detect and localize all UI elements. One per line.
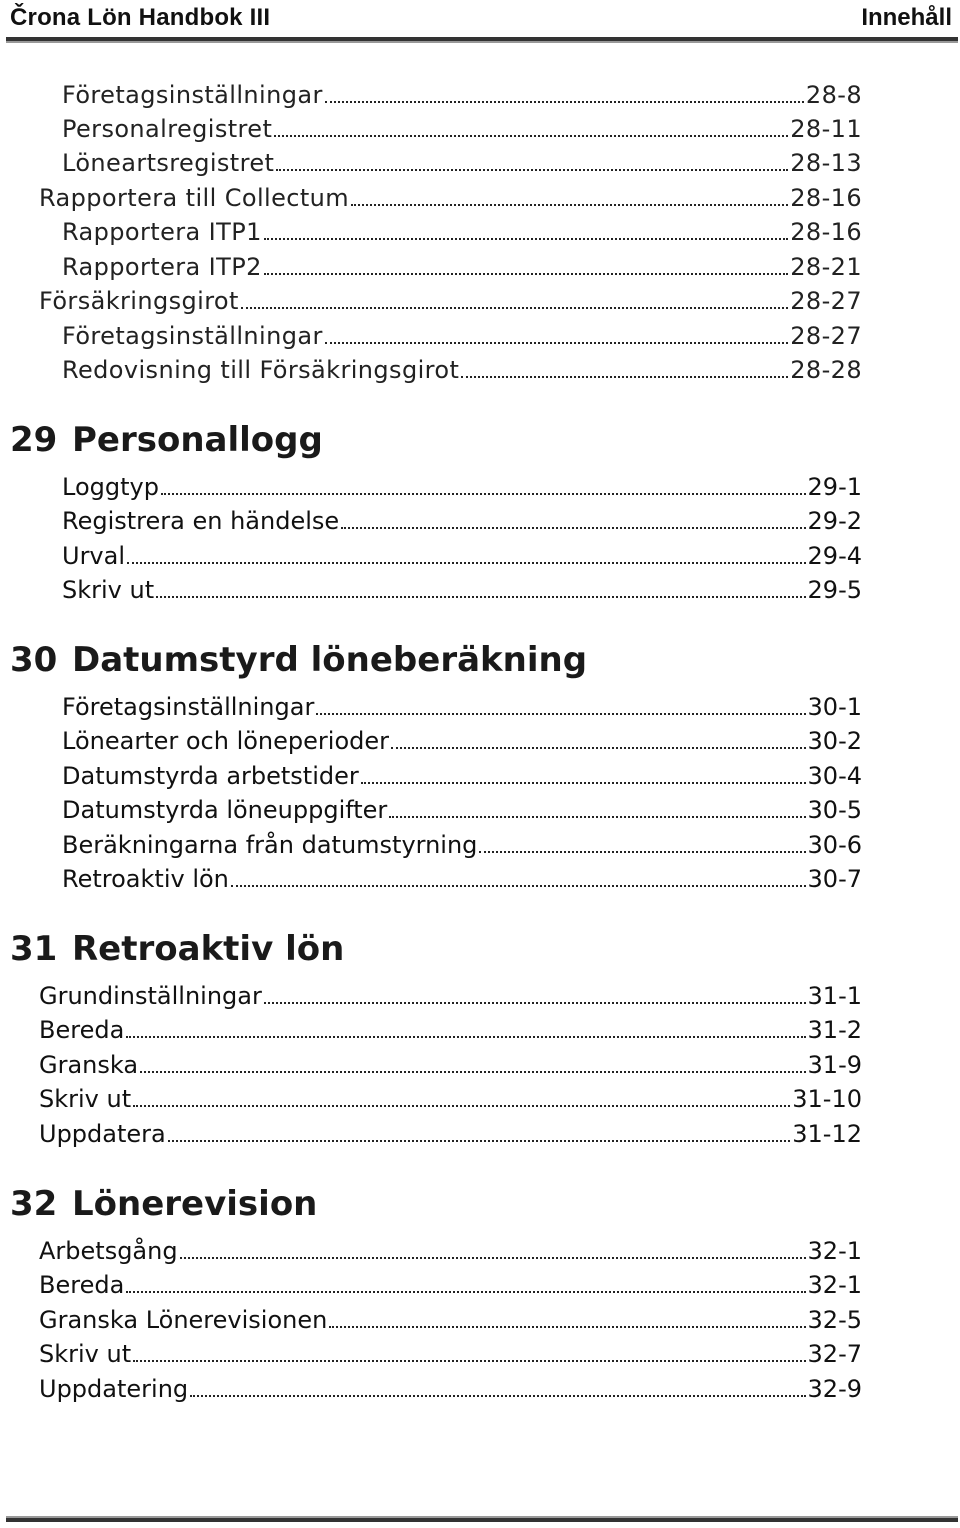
dot-leader	[479, 851, 805, 853]
dot-leader	[341, 527, 805, 529]
toc-entry-label: Uppdatering	[39, 1375, 189, 1403]
toc-entry[interactable]	[62, 470, 862, 504]
dot-leader	[126, 1291, 805, 1293]
chapter-heading[interactable]	[10, 1181, 317, 1227]
toc-entry-label: Datumstyrda arbetstider	[62, 762, 359, 790]
toc-entry-page: 29-1	[807, 473, 862, 501]
toc-entry[interactable]	[39, 1048, 862, 1082]
dot-leader	[133, 1360, 805, 1362]
header-divider	[6, 37, 958, 43]
toc-entry-page: 30-6	[807, 831, 862, 859]
toc-entry-label: Arbetsgång	[39, 1237, 178, 1265]
toc-entry-label: Försäkringsgirot	[39, 287, 239, 315]
toc-entry-label: Företagsinställningar	[62, 322, 323, 350]
toc-entry[interactable]	[39, 1372, 862, 1406]
dot-leader	[127, 562, 806, 564]
toc-entry-page: 31-10	[792, 1085, 862, 1113]
toc-entry[interactable]	[39, 284, 862, 318]
toc-entry-page: 30-5	[807, 796, 862, 824]
toc-entry[interactable]	[39, 979, 862, 1013]
toc-entry-page: 29-5	[807, 576, 862, 604]
toc-entry-label: Urval	[62, 542, 126, 570]
chapter-title: Lönerevision	[72, 1184, 318, 1224]
toc-entry-page: 31-2	[807, 1016, 862, 1044]
dot-leader	[231, 885, 806, 887]
toc-entry-label: Loggtyp	[62, 473, 159, 501]
toc-entry[interactable]	[62, 504, 862, 538]
toc-entry-page: 32-7	[807, 1340, 862, 1368]
toc-entry-label: Löneartsregistret	[62, 149, 275, 177]
toc-entry-page: 32-1	[807, 1237, 862, 1265]
toc-entry[interactable]	[62, 759, 862, 793]
toc-entry-page: 28-16	[790, 184, 862, 212]
toc-entry-label: Företagsinställningar	[62, 81, 323, 109]
toc-entry[interactable]	[62, 78, 862, 112]
toc-entry-label: Granska Lönerevisionen	[39, 1306, 328, 1334]
toc-entry-label: Datumstyrda löneuppgifter	[62, 796, 388, 824]
dot-leader	[264, 1002, 806, 1004]
toc-entry[interactable]	[62, 146, 862, 180]
toc-entry-page: 32-1	[807, 1271, 862, 1299]
toc-entry-page: 29-2	[807, 507, 862, 535]
dot-leader	[241, 307, 788, 309]
toc-entry-page: 31-12	[792, 1120, 862, 1148]
dot-leader	[126, 1036, 805, 1038]
dot-leader	[329, 1326, 805, 1328]
toc-entry[interactable]	[39, 1234, 862, 1268]
dot-leader	[274, 135, 788, 137]
toc-entry-page: 28-27	[790, 287, 862, 315]
toc-entry-label: Redovisning till Försäkringsgirot	[62, 356, 460, 384]
chapter-heading[interactable]	[10, 926, 344, 972]
dot-leader	[351, 204, 788, 206]
toc-entry[interactable]	[62, 215, 862, 249]
toc-entry-page: 28-13	[790, 149, 862, 177]
toc-entry-label: Lönearter och löneperioder	[62, 727, 389, 755]
toc-entry-page: 30-2	[807, 727, 862, 755]
toc-entry-page: 32-5	[807, 1306, 862, 1334]
toc-entry-label: Skriv ut	[39, 1085, 132, 1113]
chapter-number: 29	[10, 420, 58, 460]
toc-entry-page: 28-11	[790, 115, 862, 143]
dot-leader	[391, 747, 806, 749]
toc-entry[interactable]	[62, 828, 862, 862]
toc-entry[interactable]	[39, 181, 862, 215]
toc-entry[interactable]	[39, 1117, 862, 1151]
dot-leader	[168, 1140, 791, 1142]
toc-entry-label: Skriv ut	[62, 576, 155, 604]
chapter-title: Datumstyrd löneberäkning	[72, 640, 588, 680]
toc-entry-label: Personalregistret	[62, 115, 273, 143]
section-title: Innehåll	[861, 4, 952, 31]
toc-entry-label: Rapportera ITP2	[62, 253, 262, 281]
toc-entry[interactable]	[39, 1268, 862, 1302]
toc-entry-page: 30-1	[807, 693, 862, 721]
toc-entry[interactable]	[62, 724, 862, 758]
toc-entry-page: 28-27	[790, 322, 862, 350]
toc-entry[interactable]	[39, 1082, 862, 1116]
toc-entry-label: Grundinställningar	[39, 982, 262, 1010]
dot-leader	[389, 816, 805, 818]
toc-entry[interactable]	[62, 573, 862, 607]
toc-entry[interactable]	[62, 319, 862, 353]
toc-entry[interactable]	[39, 1303, 862, 1337]
toc-entry-page: 31-1	[807, 982, 862, 1010]
page-header	[0, 0, 960, 44]
chapter-number: 31	[10, 929, 58, 969]
toc-entry-page: 28-8	[805, 81, 862, 109]
toc-entry-page: 28-28	[790, 356, 862, 384]
toc-entry[interactable]	[62, 862, 862, 896]
toc-entry-label: Beräkningarna från datumstyrning	[62, 831, 478, 859]
toc-entry-label: Bereda	[39, 1016, 125, 1044]
toc-entry[interactable]	[39, 1337, 862, 1371]
dot-leader	[133, 1105, 790, 1107]
dot-leader	[264, 238, 789, 240]
toc-entry-page: 32-9	[807, 1375, 862, 1403]
document-title: Črona Lön Handbok III	[10, 4, 271, 31]
toc-entry-label: Rapportera ITP1	[62, 218, 262, 246]
dot-leader	[180, 1257, 806, 1259]
toc-entry-label: Bereda	[39, 1271, 125, 1299]
dot-leader	[325, 342, 789, 344]
toc-entry-label: Skriv ut	[39, 1340, 132, 1368]
toc-entry-label: Uppdatera	[39, 1120, 166, 1148]
chapter-title: Retroaktiv lön	[72, 929, 345, 969]
chapter-number: 32	[10, 1184, 58, 1224]
dot-leader	[316, 713, 805, 715]
toc-entry-page: 30-7	[807, 865, 862, 893]
toc-entry[interactable]	[62, 353, 862, 387]
dot-leader	[325, 101, 804, 103]
dot-leader	[156, 596, 805, 598]
toc-entry[interactable]	[62, 539, 862, 573]
chapter-title: Personallogg	[72, 420, 323, 460]
toc-entry[interactable]	[62, 690, 862, 724]
toc-entry[interactable]	[62, 112, 862, 146]
dot-leader	[461, 376, 788, 378]
dot-leader	[140, 1071, 805, 1073]
toc-entry-page: 30-4	[807, 762, 862, 790]
chapter-heading[interactable]	[10, 637, 587, 683]
dot-leader	[276, 169, 788, 171]
dot-leader	[264, 273, 789, 275]
toc-entry-label: Granska	[39, 1051, 139, 1079]
toc-entry-label: Registrera en händelse	[62, 507, 340, 535]
footer-divider	[6, 1516, 958, 1522]
toc-entry-page: 29-4	[807, 542, 862, 570]
chapter-heading[interactable]	[10, 417, 323, 463]
toc-entry-page: 31-9	[807, 1051, 862, 1079]
chapter-number: 30	[10, 640, 58, 680]
toc-entry-page: 28-16	[790, 218, 862, 246]
toc-entry[interactable]	[62, 793, 862, 827]
dot-leader	[161, 493, 806, 495]
dot-leader	[190, 1395, 805, 1397]
toc-entry-label: Retroaktiv lön	[62, 865, 229, 893]
toc-entry-label: Rapportera till Collectum	[39, 184, 350, 212]
toc-entry[interactable]	[62, 250, 862, 284]
toc-entry-page: 28-21	[790, 253, 862, 281]
dot-leader	[361, 782, 806, 784]
toc-entry-label: Företagsinställningar	[62, 693, 315, 721]
toc-entry[interactable]	[39, 1013, 862, 1047]
